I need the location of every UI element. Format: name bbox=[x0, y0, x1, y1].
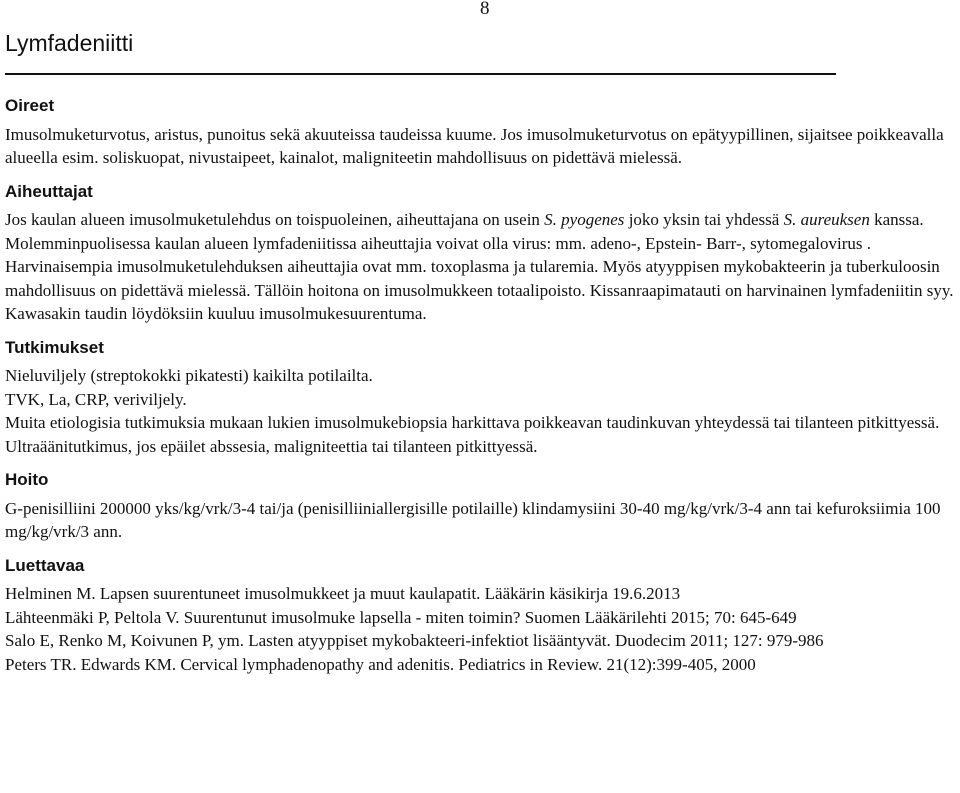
text-part: Jos kaulan alueen imusolmuketulehdus on toispuoleinen, aiheuttajana on usein bbox=[5, 210, 545, 229]
page-title: Lymfadeniitti bbox=[5, 30, 134, 56]
species-name: S. pyogenes bbox=[544, 210, 625, 229]
document-body bbox=[5, 94, 955, 686]
section-heading-tutkimukset: Tutkimukset bbox=[5, 337, 104, 357]
section-heading-aiheuttajat: Aiheuttajat bbox=[5, 181, 93, 201]
section-text-aiheuttajat bbox=[5, 208, 955, 326]
reference-item: Salo E, Renko M, Koivunen P, ym. Lasten atyyppiset mykobakteeri-infektiot lisääntyvät. Duodecim 2011; 127: 979-986 bbox=[5, 631, 824, 650]
section-text-oireet: Imusolmuketurvotus, aristus, punoitus sekä akuuteissa taudeissa kuume. Jos imusolmuketurvotus on epätyypillinen, sijaitsee poikkeavalla alueella esim. soliskuopat, nivustaipeet, kainalot, maligniteetin mahdollisuus on pidettävä mielessä. bbox=[5, 124, 944, 167]
section-heading-hoito: Hoito bbox=[5, 470, 49, 489]
text-part: kanssa. Molemminpuolisessa kaulan alueen lymfadeniitissa aiheuttajia voivat olla virus: mm. adeno-, Epstein- Barr-, sytomegalovirus . Harvinaisempia imusolmuketulehduksen aiheuttajia ovat mm. toxoplasma ja tularemia. Myös atyyppisen mykobakteerin ja tuberkuloosin mahdollisuus on pidettävä mielessä. Tällöin hoitona on imusolmukkeen totaalipoisto. Kissanraapimatauti on harvinainen lymfadeniitin syy. Kawasakin taudin löydöksiin kuuluu imusolmukesuurentuma. bbox=[5, 210, 954, 323]
reference-item: Peters TR. Edwards KM. Cervical lymphadenopathy and adenitis. Pediatrics in Review. 21(12):399-405, 2000 bbox=[5, 654, 756, 674]
section-oireet bbox=[5, 94, 955, 170]
section-heading-luettavaa: Luettavaa bbox=[5, 555, 85, 575]
section-text-hoito: G-penisilliini 200000 yks/kg/vrk/3-4 tai/ja (penisilliiniallergisille potilaille) klindamysiini 30-40 mg/kg/vrk/3-4 ann tai kefuroksiimia 100 mg/kg/vrk/3 ann. bbox=[5, 498, 941, 541]
title-underline bbox=[5, 73, 836, 75]
exam-line: Nieluviljely (streptokokki pikatesti) kaikilta potilailta. bbox=[5, 366, 373, 385]
section-tutkimukset bbox=[5, 336, 955, 459]
section-heading-oireet: Oireet bbox=[5, 96, 55, 115]
exam-line: Ultraäänitutkimus, jos epäilet abssesia, maligniteettia tai tilanteen pitkittyessä. bbox=[5, 436, 538, 456]
species-name: S. aureuksen bbox=[783, 210, 870, 229]
reference-item: Lähteenmäki P, Peltola V. Suurentunut imusolmuke lapsella - miten toimin? Suomen Lääkärilehti 2015; 70: 645-649 bbox=[5, 607, 797, 627]
page-number: 8 bbox=[480, 0, 490, 19]
exam-line: Muita etiologisia tutkimuksia mukaan lukien imusolmukebiopsia harkittava poikkeavan taudinkuvan yhteydessä tai tilanteen pitkittyessä. bbox=[5, 413, 940, 432]
section-aiheuttajat bbox=[5, 180, 955, 326]
exam-line: TVK, La, CRP, veriviljely. bbox=[5, 389, 187, 409]
reference-item: Helminen M. Lapsen suurentuneet imusolmukkeet ja muut kaulapatit. Lääkärin käsikirja 19.6.2013 bbox=[5, 584, 681, 603]
text-part: joko yksin tai yhdessä bbox=[624, 210, 784, 229]
section-luettavaa bbox=[5, 554, 955, 677]
section-hoito bbox=[5, 468, 955, 544]
